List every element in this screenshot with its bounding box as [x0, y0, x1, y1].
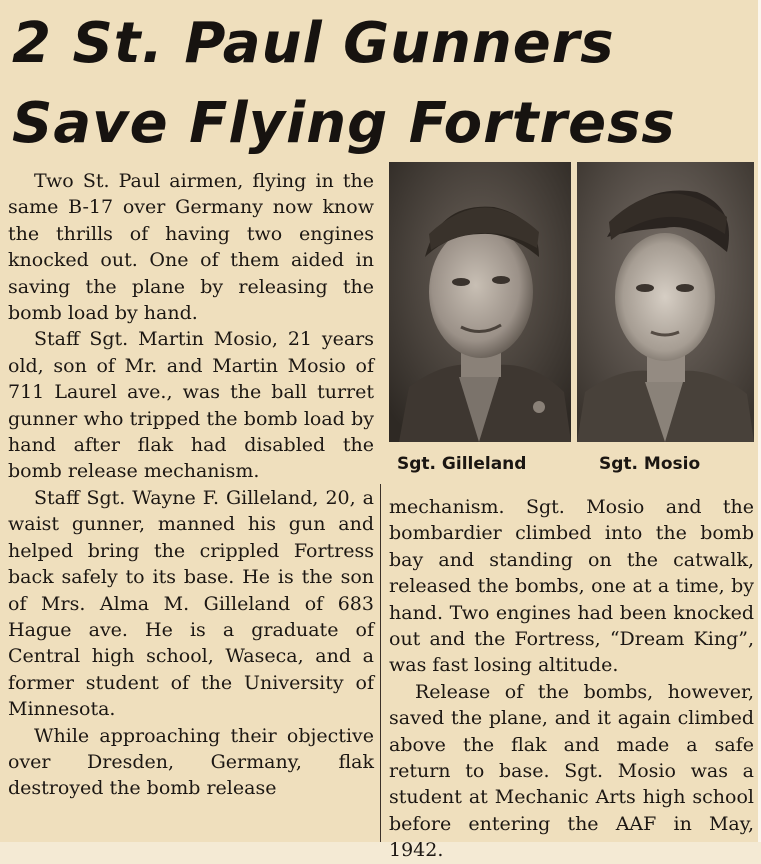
article-paragraph-1: Two St. Paul airmen, flying in the same B-17 over Germany now know the thrills of having two engines knocked out. One of them aided in saving the plane by releasing the bomb load by hand.: [8, 170, 374, 325]
headline-line-1: 2 St. Paul Gunners: [12, 11, 615, 76]
headline-line-2: Save Flying Fortress: [12, 91, 676, 156]
portrait-photos: [389, 162, 754, 442]
portrait-image-gilleland: [389, 162, 571, 442]
caption-gilleland: Sgt. Gilleland: [397, 454, 527, 474]
headline: [12, 4, 747, 164]
portrait-image-mosio: [577, 162, 754, 442]
photo-captions: [389, 450, 754, 480]
portrait-photo-gilleland: [389, 162, 571, 442]
article-left-column: [8, 168, 374, 802]
article-right-column: [389, 494, 754, 864]
caption-mosio: Sgt. Mosio: [599, 454, 701, 474]
column-divider: [380, 484, 381, 842]
article-paragraph-3: Staff Sgt. Wayne F. Gilleland, 20, a waist gunner, manned his gun and helped bring the crippled Fortress back safely to its base. He is the son of Mrs. Alma M. Gilleland of 683 Hague ave. He is a graduate of Central high school, Waseca, and a former student of the University of Minnesota.: [8, 486, 374, 721]
portrait-photo-mosio: [577, 162, 754, 442]
article-paragraph-5: mechanism. Sgt. Mosio and the bombardier climbed into the bomb bay and standing on the catwalk, released the bombs, one at a time, by hand. Two engines had been knocked out and the Fortress, “Dream King”, was fast losing altitude.: [389, 496, 754, 677]
article-paragraph-2: Staff Sgt. Martin Mosio, 21 years old, son of Mr. and Martin Mosio of 711 Laurel ave., was the ball turret gunner who tripped the bomb load by hand after flak had disabled the bomb release mechanism.: [8, 328, 374, 483]
article-paragraph-6: Release of the bombs, however, saved the plane, and it again climbed above the flak and made a safe return to base. Sgt. Mosio was a student at Mechanic Arts high school before entering the AAF in May, 1942.: [389, 680, 754, 862]
article-paragraph-4: While approaching their objective over Dresden, Germany, flak destroyed the bomb release: [8, 724, 374, 800]
